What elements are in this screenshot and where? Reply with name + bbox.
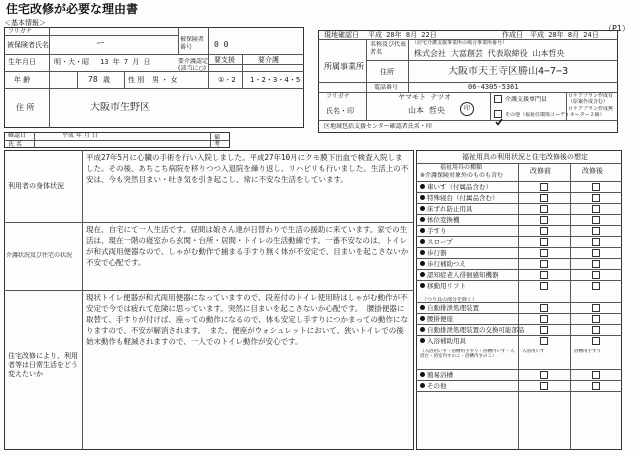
equipment-label: 歩行器 [427,248,447,257]
equipment-label: 入浴補助用具 [427,336,466,345]
equipment-after-checkbox[interactable] [592,326,600,334]
center-confirm-label: 区地域包括支援センター確認者氏名・印 [324,123,432,130]
bullet-icon [420,195,425,200]
bullet-icon [420,383,425,388]
equipment-header: 福祉用具の利用状況と住宅改修後の想定 [462,153,588,161]
visit-date-label: 現地確認日 [324,31,359,39]
equipment-label: 認知症老人徘徊感知機器 [427,270,499,279]
care-value: 1・2・3・4・5 [250,76,301,84]
birth-value: 13 年 7 月 日 [100,58,151,66]
confirm-note-label: 備 考 [214,134,221,148]
other-label: その他（福祉住環境コーディネーター２級） [505,112,605,118]
bullet-icon [420,283,425,288]
bullet-icon [420,316,425,321]
bullet-icon [420,239,425,244]
tel-label: 電話番号 [374,84,399,91]
reason-text-living: 現在、自宅にて一人生活です。昼間は娘さん達が日替わりで生活の援助に来ています。家での生活は、現在一階の寝室から玄関・台所・居間・トイレの生活動線です。一番不安なのは、トイレが和式両用便器なので、しゃがむ動作で捕まる手すり無く体が不安定で、目まいを起こさないか不安で心配です。 [86,225,409,267]
equipment-before-checkbox[interactable] [540,304,548,312]
document-title: 住宅改修が必要な理由書 [6,3,139,16]
reason-label-goal: 住宅改修により、利用者等は日常生活をどう変えたいか [8,352,78,378]
section-basic-label: ＜基本情報＞ [4,19,46,27]
bullet-icon [420,206,425,211]
equipment-before-checkbox[interactable] [540,238,548,246]
care-label: 要介護 [258,56,279,64]
equipment-before-checkbox[interactable] [540,260,548,268]
made-date-value: 平成 28年 8月 24日 [530,31,599,39]
bullet-icon [420,305,425,310]
office-address-value: 大阪市天王寺区勝山4−7−3 [448,66,569,77]
company-value: 株式会社 大富創芸 代表取締役 山本哲央 [414,49,565,58]
equipment-label: 簡易浴槽 [427,370,453,379]
equipment-after-checkbox[interactable] [592,216,600,224]
equipment-after-checkbox[interactable] [592,371,600,379]
age-label: 年 齢 [14,76,31,84]
confirm-date-value: 平成 年 月 日 [62,132,98,139]
equipment-label: その他 [427,381,447,390]
equipment-label: 床ずれ防止用具 [427,204,473,213]
office-address-label: 住所 [380,68,394,76]
bullet-icon [420,184,425,189]
equipment-label: 車いす（付属品含む） [427,182,492,191]
birth-era: 明・大・昭 [54,58,89,66]
equipment-before-checkbox[interactable] [540,371,548,379]
age-unit: 歳 [103,76,110,84]
reason-text-goal: 現状トイレ便器が和式両用便器になっていますので、段差付のトイレ使用時はしゃがむ動作が不安定で今では疲れて危険に思っています。突然に目まいを起こさないか心配です。 腰掛便器に取替て、手すりが付けば、座っての動作になるので、体も安定し手すりにつかまっての動作になりますので、不安が解消されます。 また、便座がウォシュレットにおいて、狭いトイレでの後始末動作も軽減されますので、一人でのトイレ動作が安心です。 [86,293,409,346]
equipment-sub-note: ※介護保険対象外のものも含む [420,172,504,179]
equipment-after-checkbox[interactable] [592,271,600,279]
rep-name-label: 名称及び代表者名 [370,41,406,56]
confirm-date-label: 確認日 [8,132,27,139]
care-manager-checkbox[interactable] [494,95,502,103]
support-value: ①・2 [218,76,236,84]
equipment-label: スロープ [427,237,453,246]
confirm-name-label: 氏 名 [8,141,22,148]
sex-value: 男 ・ 女 [152,76,178,84]
equipment-before-checkbox[interactable] [540,194,548,202]
equipment-after-checkbox[interactable] [592,382,600,390]
address-label: 住 所 [16,103,35,112]
bullet-icon [420,372,425,377]
lift-note: （つり具の部分を除く） [422,297,478,303]
insured-number-value: 0 0 [214,40,229,49]
equipment-before-checkbox[interactable] [540,271,548,279]
equipment-label: 移動用リフト [427,281,466,290]
equipment-before-checkbox[interactable] [540,249,548,257]
sex-label: 性 別 [128,76,145,84]
careplan-b-label: ロケアプラン作成無 [568,106,614,112]
equipment-after-checkbox[interactable] [592,304,600,312]
equipment-after-checkbox[interactable] [592,260,600,268]
bullet-icon [420,272,425,277]
equipment-after-checkbox[interactable] [592,315,600,323]
equipment-after-checkbox[interactable] [592,238,600,246]
equipment-after-checkbox[interactable] [592,337,600,345]
equipment-label: 自動排泄処理装置の交換可能部品 [427,325,525,334]
insured-name-value: ー [96,39,106,49]
bullet-icon [420,338,425,343]
equipment-before-checkbox[interactable] [540,183,548,191]
bullet-icon [420,261,425,266]
page-number: （P1） [604,24,630,33]
equipment-before-checkbox[interactable] [540,337,548,345]
equipment-label: 手すり [427,226,447,235]
insured-furigana-label: フリガナ [8,28,32,35]
insured-number-label: 被保険者番号 [180,36,205,51]
bullet-icon [420,217,425,222]
insured-name-label: 被保険者氏名 [7,41,49,49]
equipment-before-checkbox[interactable] [540,326,548,334]
col-after-label: 改修後 [582,167,603,175]
equipment-label: 特殊寝台（付属品含む） [427,193,499,202]
visit-date-value: 平成 28年 8月 22日 [368,31,437,39]
equipment-label: 歩行補助つえ [427,259,466,268]
author-name-label: 氏名・印 [326,107,354,115]
author-seal: 印 [460,102,474,116]
author-name-value: 山本 哲央 [408,106,445,115]
equipment-before-checkbox[interactable] [540,382,548,390]
address-value: 大阪市生野区 [90,102,150,113]
equipment-after-checkbox[interactable] [592,194,600,202]
bullet-icon [420,250,425,255]
reason-text-body: 平成27年5月に心臓の手術を行い入院しました。平成27年10月にクモ膜下出血で検査入院しました。その後、あちこち病院を移りつつ入退院を繰り返し、リハビリも行いました。生活上の不安は、今も突然目まい・吐き気を引き起こし、常に不安な生活をしています。 [86,153,409,184]
author-furigana-label: フリガナ [326,93,350,100]
equipment-before-checkbox[interactable] [540,216,548,224]
rep-note: （居宅介護支援事業所の場合事業所番号） [412,40,508,46]
mini-label-a: 入浴用いす [522,349,545,354]
care-manager-label: 介護支援専門員 [505,96,548,103]
bullet-icon [420,228,425,233]
support-label: 要支援 [214,56,235,64]
equipment-label: 自動排泄処理装置 [427,303,479,312]
mini-label-b: 浴槽用手すり [574,349,601,354]
col-before-label: 改修前 [530,167,551,175]
reason-label-body: 利用者の身体状況 [8,182,64,190]
check-mark-icon [495,118,503,126]
equipment-before-checkbox[interactable] [540,282,548,290]
reason-label-living: 介護状況及び住宅の状況 [6,252,73,259]
equipment-before-checkbox[interactable] [540,315,548,323]
bath-note: （入浴用いす・浴槽用手すり・浴槽内いす・入浴台・浴室内すのこ・浴槽内すのこ） [420,349,515,359]
equipment-label: 腰掛便座 [427,314,453,323]
cert-label: 要介護認定(該当に○) [178,58,208,72]
equipment-after-checkbox[interactable] [592,227,600,235]
equipment-before-checkbox[interactable] [540,227,548,235]
equipment-after-checkbox[interactable] [592,183,600,191]
author-furigana-value: ヤマモト テツオ [398,93,452,101]
equipment-after-checkbox[interactable] [592,205,600,213]
tel-value: 06-4305-5361 [468,83,519,91]
made-date-label: 作成日 [502,31,523,39]
equipment-after-checkbox[interactable] [592,249,600,257]
other-checkbox[interactable] [494,110,502,118]
equipment-sub-header: 福祉用具の種類 [440,164,483,171]
equipment-before-checkbox[interactable] [540,205,548,213]
age-value: 78 [88,75,98,84]
birth-label: 生年月日 [8,58,36,66]
equipment-after-checkbox[interactable] [592,282,600,290]
bullet-icon [420,327,425,332]
office-label: 所属事業所 [324,62,364,71]
equipment-label: 体位変換機 [427,215,460,224]
careplan-a-label: ロケアプラン作成有（原案作成含む） [568,93,614,105]
